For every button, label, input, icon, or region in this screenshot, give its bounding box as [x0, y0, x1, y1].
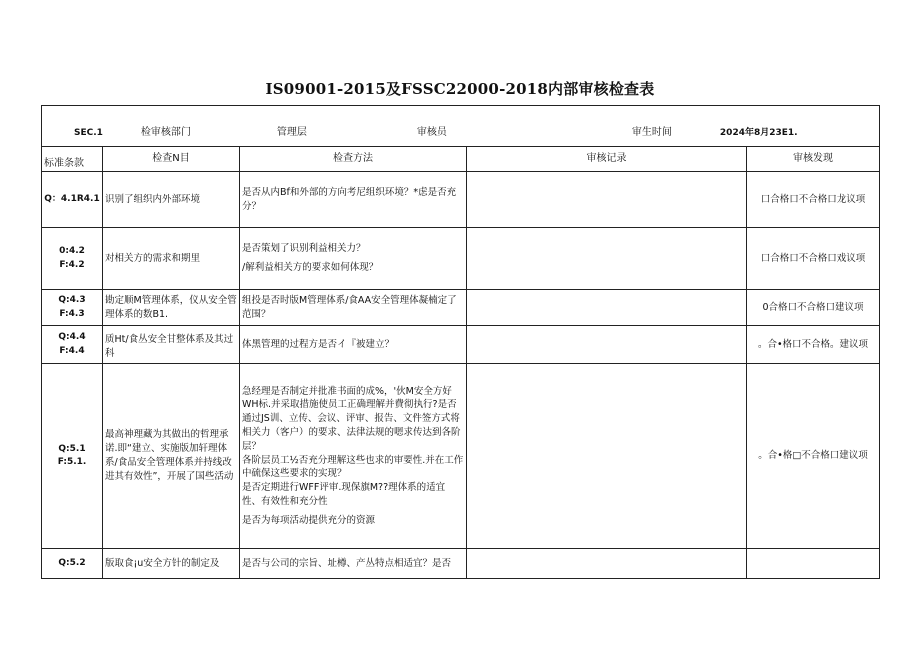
- document-title: IS09001-2015及FSSC22000-2018内部审核检查表: [265, 80, 655, 98]
- sec-label: SEC.1: [74, 127, 103, 138]
- record-cell[interactable]: [467, 172, 747, 228]
- finding-cell[interactable]: 口合格口不合格口龙议项: [747, 172, 880, 228]
- clause-cell: Q:5.1 F:5.1.: [42, 364, 103, 549]
- header-finding: 审核发现: [747, 147, 880, 172]
- method-cell: 急经理是否制定并批准书面的成%，'伙M安全方好WH标.并采取措施使员工正确理解并費彻执行?是否通过JS训、立传、会议、评审、报告、文件签方式将相关力（客户）的要求、法律法规的嗯求传达到各阶层？ 各阶层员工½否充分理解这些也求的审要性.并在工作中硫保这些要求的实现？ 是否定期进行WFF评审.现保旗M??理体系的适宜性、有效性和充分性 是否为每项活动提供充分的资源: [240, 364, 467, 549]
- header-clause: 标准条款: [42, 147, 103, 172]
- method-cell: 是否策划了识别利益相关力？ /解利益相关方的要求如何体现？: [240, 228, 467, 290]
- header-row: [42, 147, 880, 172]
- mgmt-label: 管理层: [276, 126, 307, 138]
- item-cell: 最高神理藏为其做出的哲理承诺.即“建立、实施版加轩理体系/食品安全管理体系并持线改进其有效性”，开展了国些活动: [103, 364, 240, 549]
- header-item: 检查N目: [103, 147, 240, 172]
- item-cell: 对相关方的需求和期里: [103, 228, 240, 290]
- table-row: [42, 549, 880, 579]
- clause-cell: Q：4.1R4.1: [42, 172, 103, 228]
- method-cell: 体黑管理的过程方是否イ『被建立？: [240, 326, 467, 364]
- record-cell[interactable]: [467, 549, 747, 579]
- method-cell: 是否与公司的宗旨、址樽、产丛特点相适宜？是否: [240, 549, 467, 579]
- auditor-label: 审核员: [416, 126, 447, 138]
- item-cell: 质Ht/食丛安全甘整体系及其过科: [103, 326, 240, 364]
- item-cell: 勘定顺M管理体系，仪从安全管理体系的数B1.: [103, 290, 240, 326]
- finding-cell[interactable]: [747, 549, 880, 579]
- clause-cell: Q:4.3 F:4.3: [42, 290, 103, 326]
- record-cell[interactable]: [467, 290, 747, 326]
- clause-cell: Q:4.4 F:4.4: [42, 326, 103, 364]
- table-row: [42, 364, 880, 549]
- table-row: [42, 326, 880, 364]
- table-row: [42, 228, 880, 290]
- meta-row: [42, 106, 880, 147]
- header-record: 审核记录: [467, 147, 747, 172]
- item-cell: 识别了组织内外部环境: [103, 172, 240, 228]
- dept-label: 检审核部门: [140, 126, 191, 138]
- record-cell[interactable]: [467, 326, 747, 364]
- clause-cell: Q:5.2: [42, 549, 103, 579]
- finding-cell[interactable]: 口合格口不合格口戏议项: [747, 228, 880, 290]
- finding-cell[interactable]: 。合•格口不合格。建议项: [747, 326, 880, 364]
- audit-date: 2024年8月23E1.: [719, 127, 798, 138]
- record-cell[interactable]: [467, 228, 747, 290]
- record-cell[interactable]: [467, 364, 747, 549]
- item-cell: 版取食¡u安全方针的制定及: [103, 549, 240, 579]
- time-label: 审生时间: [631, 126, 672, 138]
- clause-cell: 0:4.2 F:4.2: [42, 228, 103, 290]
- finding-cell[interactable]: 0合格口不合格口建议项: [747, 290, 880, 326]
- table-row: [42, 172, 880, 228]
- method-cell: 是否从内Bf和外部的方向考尼组织环境？*虑是否充分？: [240, 172, 467, 228]
- table-row: [42, 290, 880, 326]
- method-cell: 组投是否时版M管理体系/食AA安全管理体凝楠定了范围？: [240, 290, 467, 326]
- finding-cell[interactable]: 。合•格□不合格口建议项: [747, 364, 880, 549]
- audit-checklist-table: [41, 105, 880, 579]
- header-method: 检查方法: [240, 147, 467, 172]
